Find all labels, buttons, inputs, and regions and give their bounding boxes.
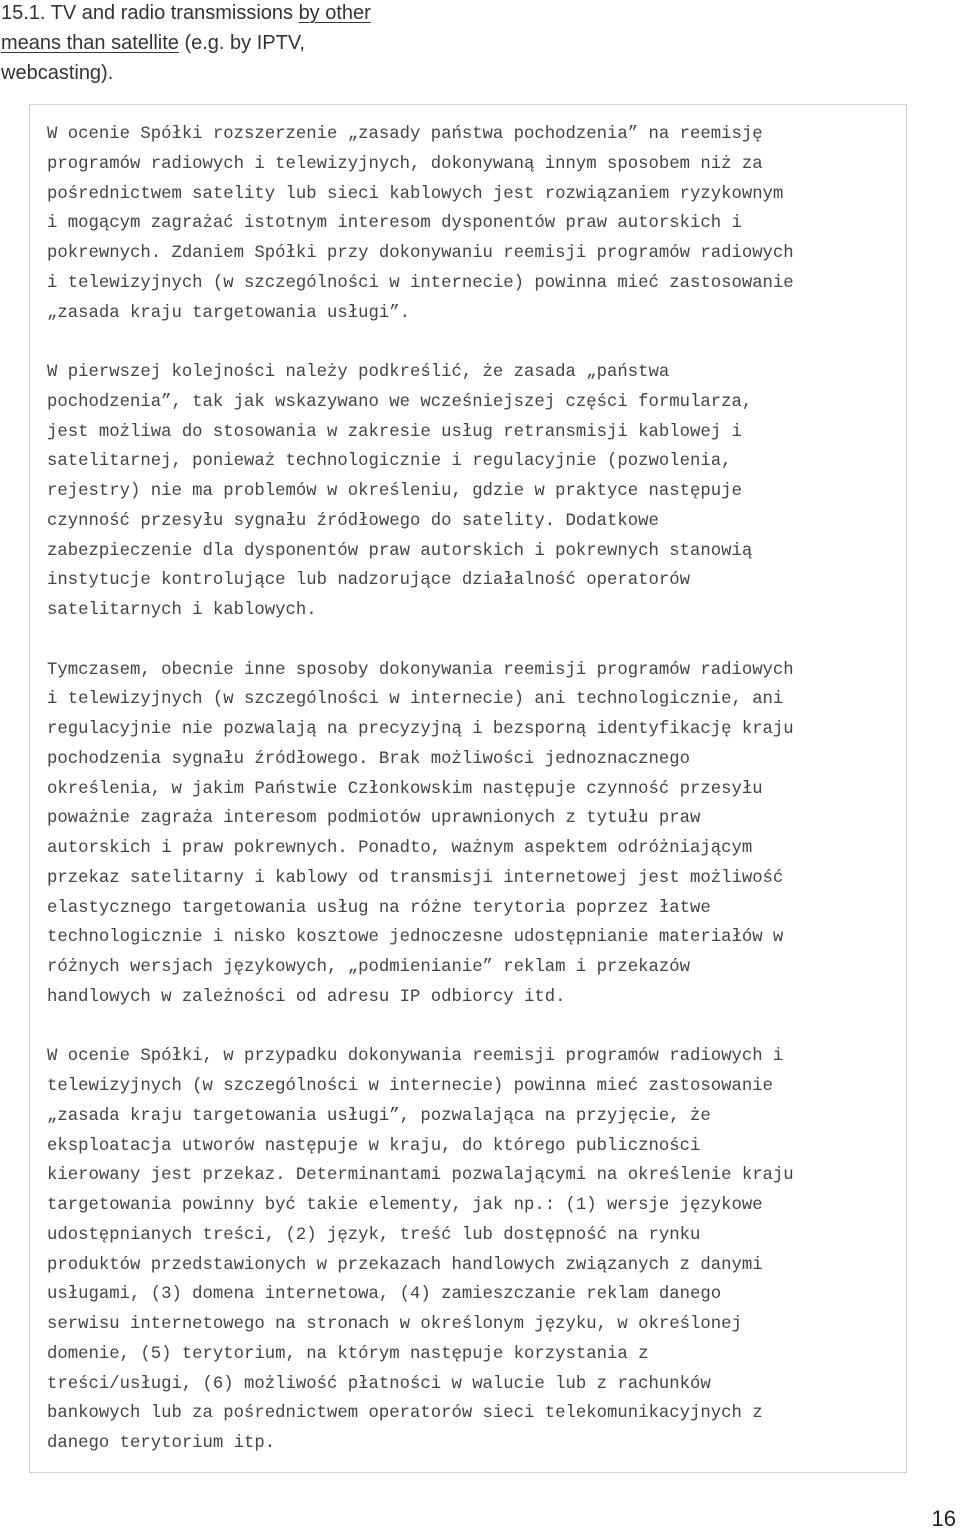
answer-paragraph-3: Tymczasem, obecnie inne sposoby dokonywania reemisji programów radiowych i telewizyjnych (w szczególności w internecie) ani technologicznie, ani regulacyjnie nie pozwalają na precyzyjną i bezsporną identyfikację kraju pochodzenia sygnału źródłowego. Brak możliwości jednoznacznego określenia, w jakim Państwie Członkowskim następuje czynność przesyłu poważnie zagraża interesom podmiotów uprawnionych z tytułu praw autorskich i praw pokrewnych. Ponadto, ważnym aspektem odróżniającym przekaz satelitarny i kablowy od transmisji internetowej jest możliwość elastycznego targetowania usług na różne terytoria poprzez łatwe technologicznie i nisko kosztowe jednoczesne udostępnianie materiałów w różnych wersjach językowych, „podmienianie” reklam i przekazów handlowych w zależności od adresu IP odbiorcy itd.	[47, 660, 794, 1007]
heading-text-4: webcasting).	[1, 62, 114, 84]
heading-underlined-text-1: by other	[298, 2, 371, 24]
heading-text-3: (e.g. by IPTV,	[178, 32, 305, 54]
answer-text	[47, 120, 897, 1459]
page-number: 16	[931, 1506, 956, 1531]
answer-paragraph-1: W ocenie Spółki rozszerzenie „zasady państwa pochodzenia” na reemisję programów radiowych i telewizyjnych, dokonywaną innym sposobem niż za pośrednictwem satelity lub sieci kablowych jest rozwiązaniem ryzykownym i mogącym zagrażać istotnym interesom dysponentów praw autorskich i pokrewnych. Zdaniem Spółki przy dokonywaniu reemisji programów radiowych i telewizyjnych (w szczególności w internecie) powinna mieć zastosowanie „zasada kraju targetowania usługi”.	[47, 125, 794, 323]
question-heading	[1, 0, 441, 88]
answer-paragraph-2: W pierwszej kolejności należy podkreślić, że zasada „państwa pochodzenia”, tak jak wskazywano we wcześniejszej części formularza, jest możliwa do stosowania w zakresie usług retransmisji kablowej i satelitarnej, ponieważ technologicznie i regulacyjnie (pozwolenia, rejestry) nie ma problemów w określeniu, gdzie w praktyce następuje czynność przesyłu sygnału źródłowego do satelity. Dodatkowe zabezpieczenie dla dysponentów praw autorskich i pokrewnych stanowią instytucje kontrolujące lub nadzorujące działalność operatorów satelitarnych i kablowych.	[47, 363, 753, 620]
heading-underlined-text-2: means than satellite	[1, 32, 179, 54]
heading-number-text: 15.1. TV and radio transmissions	[1, 2, 299, 24]
answer-paragraph-4: W ocenie Spółki, w przypadku dokonywania reemisji programów radiowych i telewizyjnych (w szczególności w internecie) powinna mieć zastosowanie „zasada kraju targetowania usługi”, pozwalająca na przyjęcie, że eksploatacja utworów następuje w kraju, do którego publiczności kierowany jest przekaz. Determinantami pozwalającymi na określenie kraju targetowania powinny być takie elementy, jak np.: (1) wersje językowe udostępnianych treści, (2) język, treść lub dostępność na rynku produktów przedstawionych w przekazach handlowych związanych z danymi usługami, (3) domena internetowa, (4) zamieszczanie reklam danego serwisu internetowego na stronach w określonym języku, w określonej domenie, (5) terytorium, na którym następuje korzystania z treści/usługi, (6) możliwość płatności w walucie lub z rachunków bankowych lub za pośrednictwem operatorów sieci telekomunikacyjnych z danego terytorium itp.	[47, 1047, 794, 1453]
